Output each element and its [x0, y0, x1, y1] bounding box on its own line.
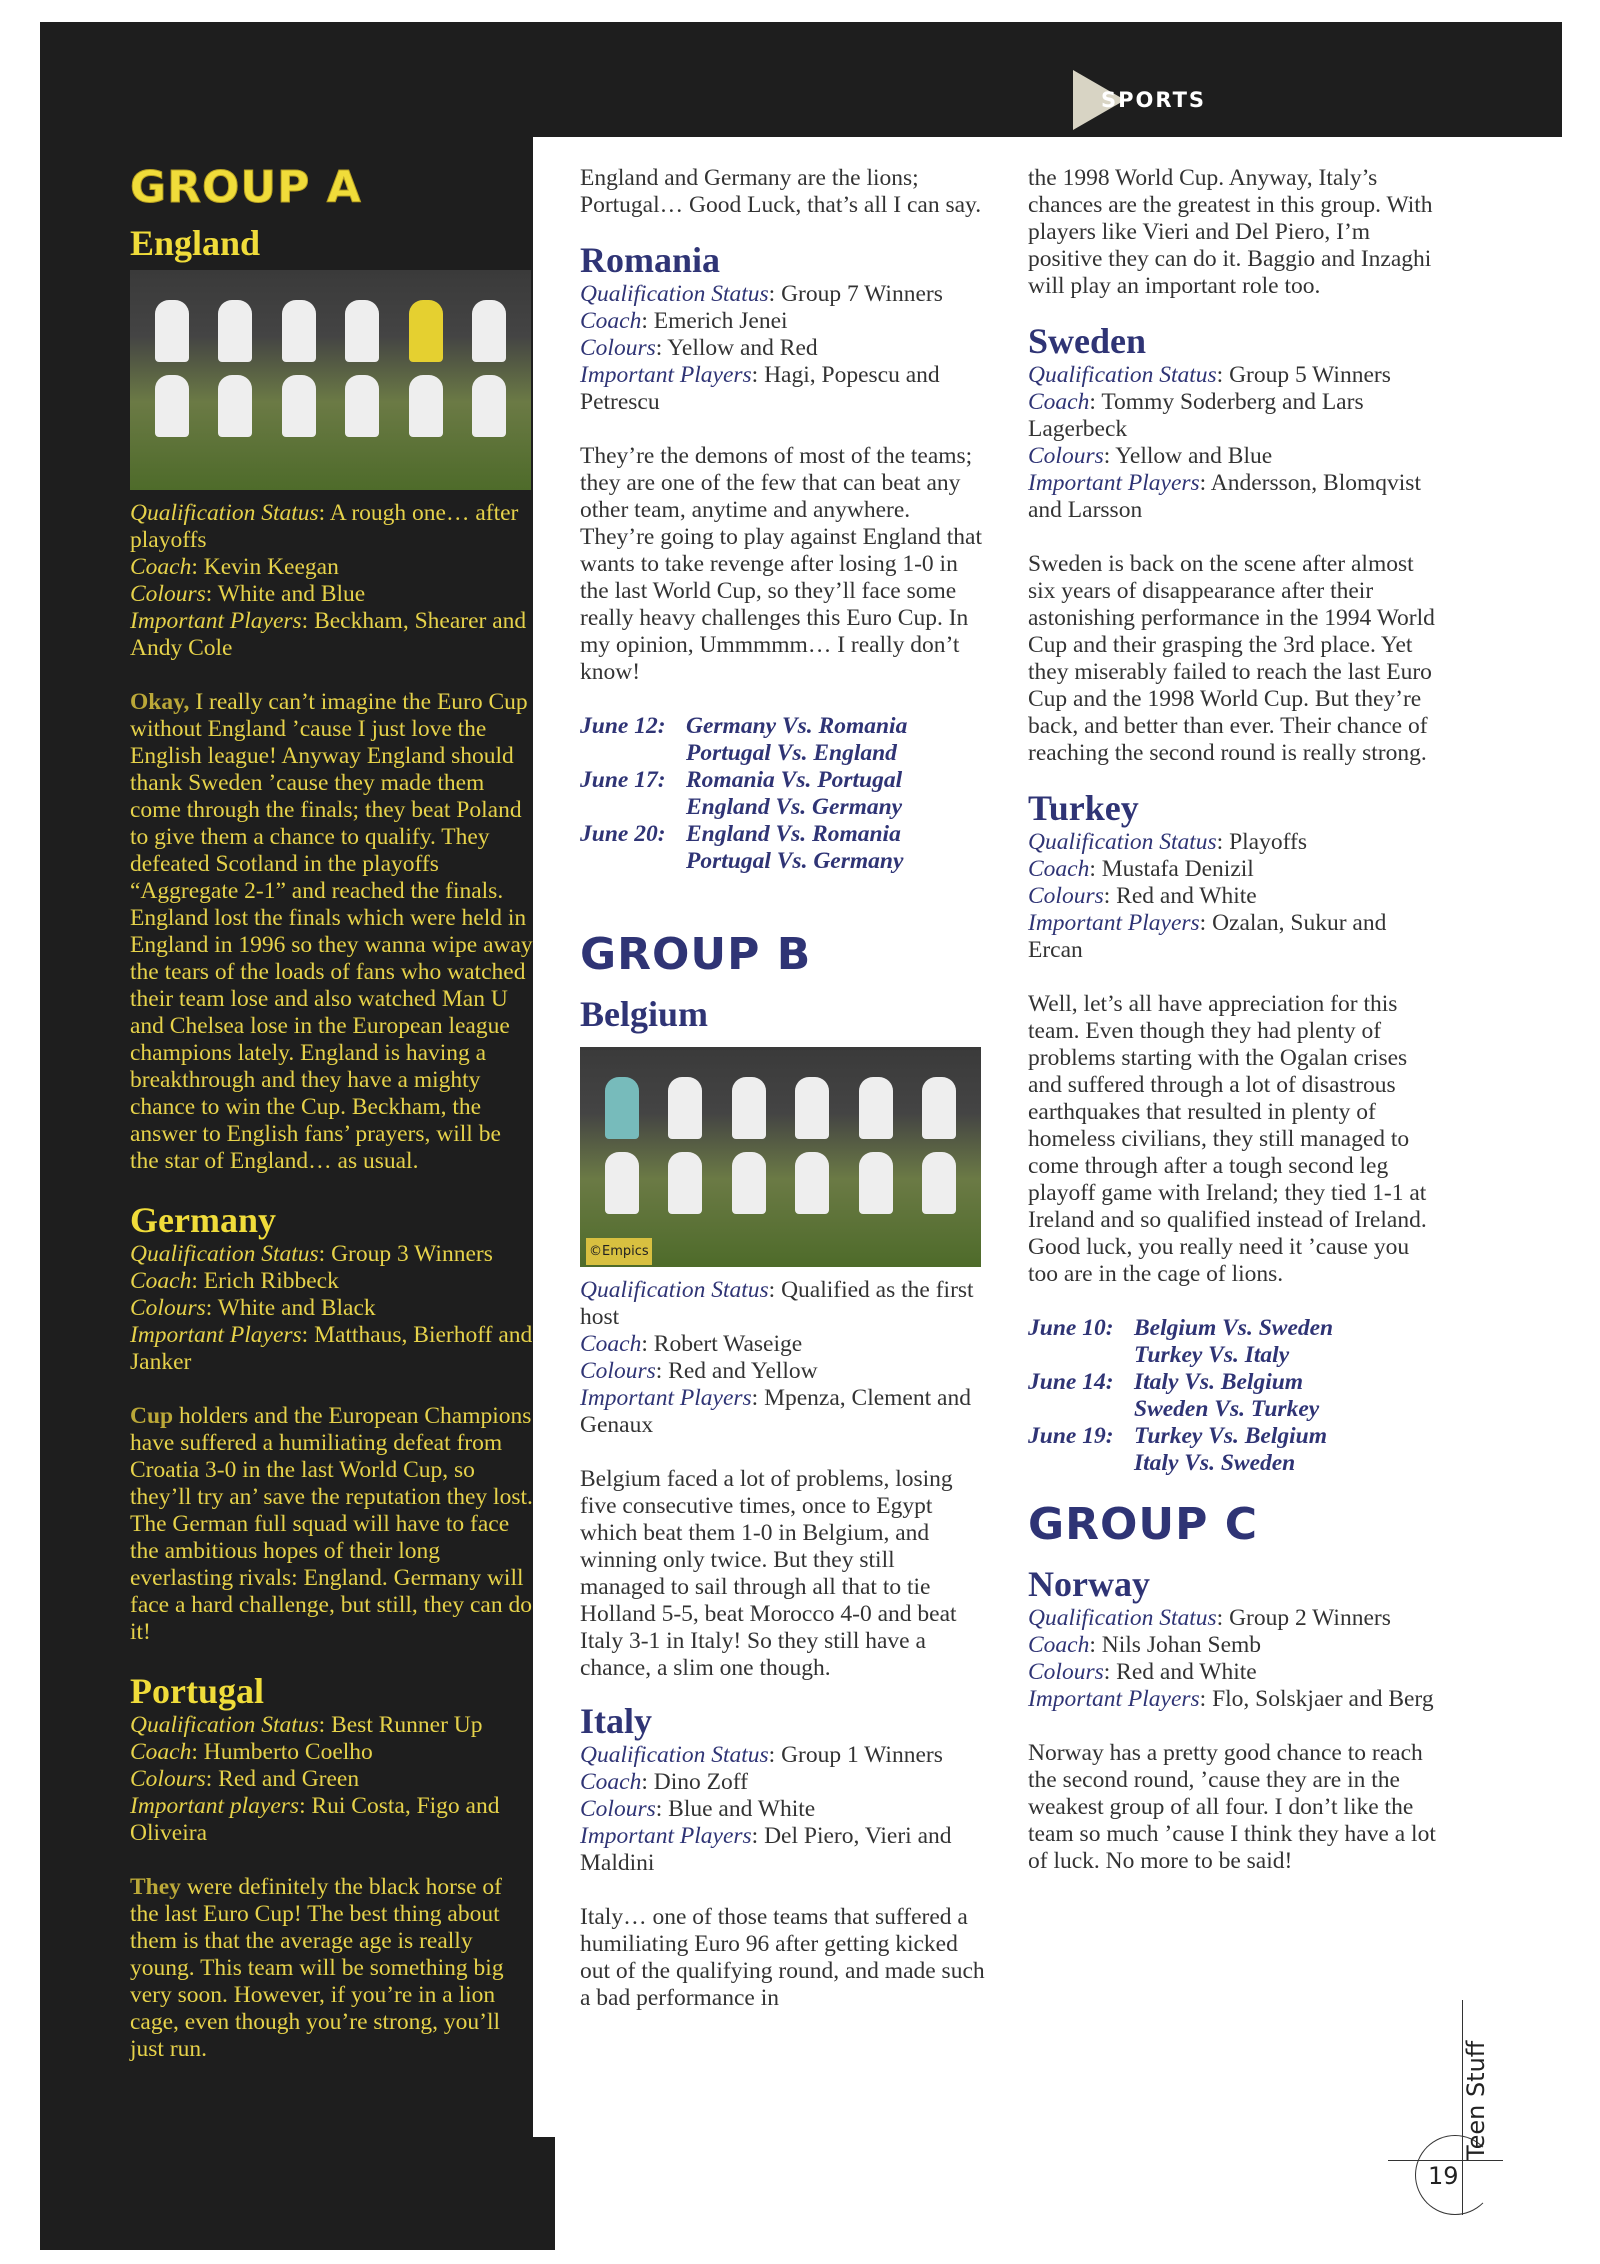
team-heading: Romania: [580, 240, 721, 280]
group-heading: GROUP C: [1028, 1499, 1258, 1550]
fixture-list: June 12: Germany Vs. Romania Portugal Vs. England June 17: Romania Vs. Portugal England Vs. Germany June 20: England Vs. Romania Portugal Vs. Germany: [580, 713, 908, 874]
belgium-team-photo: [580, 1047, 981, 1267]
italy-article-continued: the 1998 World Cup. Anyway, Italy’s chances are the greatest in this group. With players like Vieri and Del Piero, I’m positive they can do it. Baggio and Inzaghi will play an important role too.: [1028, 165, 1433, 299]
page-number: 19: [1428, 2162, 1459, 2190]
photo-credit: ©Empics: [586, 1238, 652, 1265]
team-article: Norway has a pretty good chance to reach the second round, ’cause they are in the weakest group of all four. I don’t like the team so much ’cause I think they have a lot of luck. No more to be said!: [1028, 1740, 1436, 1874]
team-info: Qualification Status: Qualified as the first host Coach: Robert Waseige Colours: Red and Yellow Important Players: Mpenza, Clement and Genaux: [580, 1277, 974, 1438]
team-article: Italy… one of those teams that suffered a humiliating Euro 96 after getting kicked out of the qualifying round, and made such a bad performance in: [580, 1904, 985, 2011]
team-heading: Norway: [1028, 1564, 1150, 1604]
team-info: Qualification Status: Group 1 Winners Coach: Dino Zoff Colours: Blue and White Important Players: Del Piero, Vieri and Maldini: [580, 1742, 952, 1876]
section-label: SPORTS: [1101, 88, 1207, 112]
team-heading: England: [130, 223, 261, 263]
team-heading: Italy: [580, 1701, 652, 1741]
white-panel-bottom: [555, 2100, 1562, 2250]
team-heading: Germany: [130, 1200, 276, 1240]
team-info: Qualification Status: Group 3 Winners Coach: Erich Ribbeck Colours: White and Black Important Players: Matthaus, Bierhoff and Janker: [130, 1241, 533, 1375]
group-heading: GROUP B: [580, 929, 812, 980]
team-article: Cup holders and the European Champions have suffered a humiliating defeat from Croatia 3-0 in the last World Cup, so they’ll try an’ save the reputation they lost. The German full squad will have to face the ambitious hopes of their long everlasting rivals: England. Germany will face a hard challenge, but still, they can do it!: [130, 1403, 533, 1645]
section-header: [1073, 70, 1206, 130]
group-heading: GROUP A: [130, 162, 362, 213]
team-info: Qualification Status: Group 5 Winners Coach: Tommy Soderberg and Lars Lagerbeck Colours: Yellow and Blue Important Players: Andersson, Blomqvist and Larsson: [1028, 362, 1421, 523]
group-a-conclusion: England and Germany are the lions; Portugal… Good Luck, that’s all I can say.: [580, 165, 982, 218]
team-heading: Portugal: [130, 1671, 264, 1711]
team-heading: Turkey: [1028, 788, 1139, 828]
england-team-photo: [130, 270, 531, 490]
column-2: [580, 165, 985, 2012]
team-info: Qualification Status: A rough one… after playoffs Coach: Kevin Keegan Colours: White and Blue Important Players: Beckham, Shearer and Andy Cole: [130, 500, 527, 661]
team-article: Okay, I really can’t imagine the Euro Cup without England ’cause I just love the English league! Anyway England should thank Sweden ’cause they made them come through the finals; they beat Poland to give them a chance to qualify. They defeated Scotland in the playoffs “Aggregate 2-1” and reached the finals. England lost the finals which were held in England in 1996 so they wanna wipe away the tears of the loads of fans who watched their team lose and also watched Man U and Chelsea lose in the European league champions lately. England is having a breakthrough and they have a mighty chance to win the Cup. Beckham, the answer to English fans’ prayers, will be the star of England… as usual.: [130, 689, 533, 1174]
team-heading: Sweden: [1028, 321, 1147, 361]
team-article: Sweden is back on the scene after almost six years of disappearance after their astonishing performance in the 1994 World Cup and their grasping the 3rd place. Yet they miserably failed to reach the last Euro Cup and the 1998 World Cup. But they’re back, and better than ever. Their chance of reaching the second round is really strong.: [1028, 551, 1435, 766]
team-article: Belgium faced a lot of problems, losing five consecutive times, once to Egypt which beat them 1-0 in Belgium, and winning only twice. But they still managed to sail through all that to tie Holland 5-5, beat Morocco 4-0 and beat Italy 3-1 in Italy! So they still have a chance, a slim one though.: [580, 1466, 957, 1681]
fixture-list: June 10: Belgium Vs. Sweden Turkey Vs. Italy June 14: Italy Vs. Belgium Sweden Vs. Turkey June 19: Turkey Vs. Belgium Italy Vs. Sweden: [1028, 1315, 1334, 1476]
team-info: Qualification Status: Playoffs Coach: Mustafa Denizil Colours: Red and White Important Players: Ozalan, Sukur and Ercan: [1028, 829, 1387, 963]
team-article: They were definitely the black horse of the last Euro Cup! The best thing about them is that the average age is really young. This team will be something big very soon. However, if you’re in a lion cage, even though you’re strong, you’ll just run.: [130, 1874, 504, 2062]
magazine-name: Teen Stuff: [1462, 2040, 1490, 2160]
team-info: Qualification Status: Group 7 Winners Coach: Emerich Jenei Colours: Yellow and Red Important Players: Hagi, Popescu and Petrescu: [580, 281, 943, 415]
team-article: Well, let’s all have appreciation for this team. Even though they had plenty of problems starting with the Ogalan crises and suffered through a lot of disastrous earthquakes that resulted in plenty of homeless civilians, they still managed to come through after a tough second leg playoff game with Ireland; they tied 1-1 at Ireland and so qualified instead of Ireland. Good luck, you really need it ’cause you too are in the cage of lions.: [1028, 991, 1427, 1287]
column-group-a: [130, 160, 535, 2063]
team-info: Qualification Status: Group 2 Winners Coach: Nils Johan Semb Colours: Red and White Important Players: Flo, Solskjaer and Berg: [1028, 1605, 1434, 1712]
team-article: They’re the demons of most of the teams; they are one of the few that can beat any other team, anytime and anywhere. They’re going to play against England that wants to take revenge after losing 1-0 in the last World Cup, so they’ll face some really heavy challenges this Euro Cup. In my opinion, Ummmmm… I really don’t know!: [580, 443, 983, 685]
team-info: Qualification Status: Best Runner Up Coach: Humberto Coelho Colours: Red and Green Important players: Rui Costa, Figo and Oliveira: [130, 1712, 500, 1846]
team-heading: Belgium: [580, 994, 709, 1034]
column-3: [1028, 165, 1438, 1875]
